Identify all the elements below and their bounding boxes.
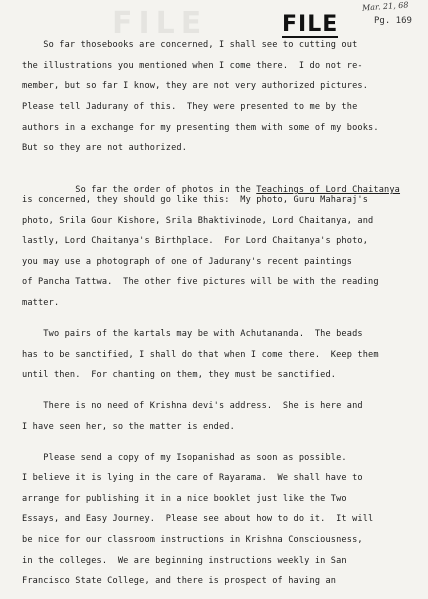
- text-line: of Pancha Tattwa. The other five pictures will be with the reading: [22, 277, 379, 287]
- handwritten-date: Mar. 21, 68: [361, 0, 409, 13]
- text-line: has to be sanctified, I shall do that when I come there. Keep them: [22, 350, 379, 360]
- text-line: photo, Srila Gour Kishore, Srila Bhaktivinode, Lord Chaitanya, and: [22, 216, 374, 226]
- text-line: There is no need of Krishna devi's address. She is here and: [22, 401, 363, 411]
- text-line: until then. For chanting on them, they must be sanctified.: [22, 370, 337, 380]
- text-line: So far the order of photos in the Teachings of Lord Chaitanya: [53, 185, 401, 195]
- text-line: arrange for publishing it in a nice booklet just like the Two: [22, 494, 347, 504]
- text-line: I believe it is lying in the care of Rayarama. We shall have to: [22, 473, 363, 483]
- text-line: be nice for our classroom instructions in Krishna Consciousness,: [22, 535, 363, 545]
- text-line: Essays, and Easy Journey. Please see about how to do it. It will: [22, 514, 374, 524]
- text-line: the illustrations you mentioned when I come there. I do not re-: [22, 61, 363, 71]
- text-line: lastly, Lord Chaitanya's Birthplace. For Lord Chaitanya's photo,: [22, 236, 369, 246]
- text-line: is concerned, they should go like this: My photo, Guru Maharaj's: [22, 195, 369, 205]
- text-line: matter.: [22, 298, 60, 308]
- text-line: Two pairs of the kartals may be with Achutananda. The beads: [22, 329, 363, 339]
- text-line: in the colleges. We are beginning instructions weekly in San: [22, 556, 347, 566]
- text-line: you may use a photograph of one of Jadurany's recent paintings: [22, 257, 353, 267]
- text-line: But so they are not authorized.: [22, 143, 188, 153]
- text-line: authors in a exchange for my presenting them with some of my books.: [22, 123, 379, 133]
- text-line: So far thosebooks are concerned, I shall see to cutting out: [22, 40, 358, 50]
- book-title: Teachings of Lord Chaitanya: [256, 185, 401, 195]
- text-line: Francisco State College, and there is prospect of having an: [22, 576, 337, 586]
- file-stamp: FILE: [282, 12, 339, 37]
- text-line: I have seen her, so the matter is ended.: [22, 422, 235, 432]
- page-number: Pg. 169: [374, 16, 412, 26]
- bleed-through-stamp: FILE: [112, 6, 208, 41]
- text-line: Please tell Jadurany of this. They were presented to me by the: [22, 102, 358, 112]
- text-line: member, but so far I know, they are not very authorized pictures.: [22, 81, 369, 91]
- text-line: Please send a copy of my Isopanishad as soon as possible.: [22, 453, 347, 463]
